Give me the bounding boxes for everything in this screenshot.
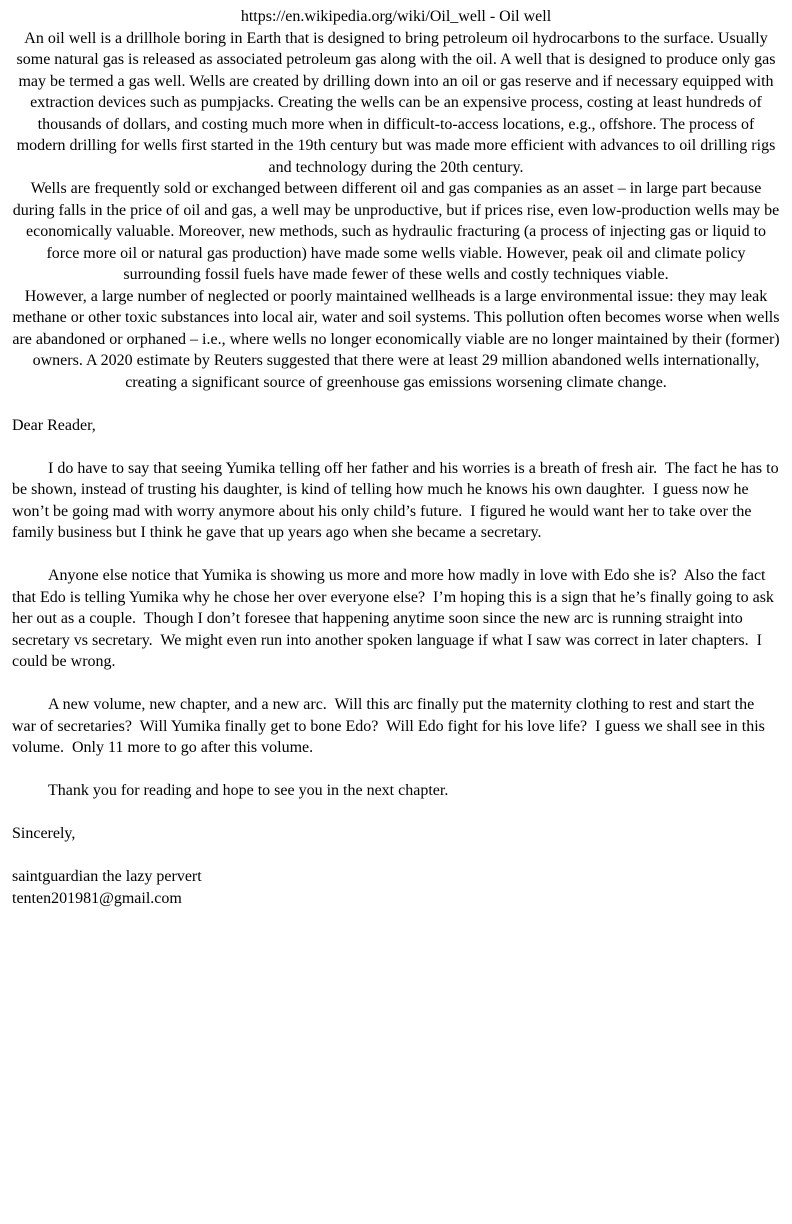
- wiki-paragraph-1: An oil well is a drillhole boring in Earth that is designed to bring petroleum oil hydrocarbons to the surface. Usually some natural gas is released as associated petroleum gas along with the oil. A well that is designed to produce only gas may be termed a gas well. Wells are created by drilling down into an oil or gas reserve and if necessary equipped with extraction devices such as pumpjacks. Creating the wells can be an expensive process, costing at least hundreds of thousands of dollars, and costing much more when in difficult-to-access locations, e.g., offshore. The process of modern drilling for wells first started in the 19th century but was made more efficient with advances to oil drilling rigs and technology during the 20th century.: [16, 29, 780, 176]
- letter-closing: Sincerely,: [12, 825, 76, 842]
- letter-thanks-line: Thank you for reading and hope to see you in the next chapter.: [48, 782, 449, 799]
- letter-paragraph-1: I do have to say that seeing Yumika telling off her father and his worries is a breath of fresh air. The fact he has to be shown, instead of trusting his daughter, is kind of telling how much he knows his own daughter. I guess now he won’t be going mad with worry anymore about his only child’s future. I figured he would want her to take over the family business but I think he gave that up years ago when she became a secretary.: [12, 459, 783, 541]
- letter-paragraph-3: A new volume, new chapter, and a new arc. Will this arc finally put the maternity clothing to rest and start the war of secretaries? Will Yumika finally get to bone Edo? Will Edo fight for his love life? I guess we shall see in this volume. Only 11 more to go after this volume.: [12, 696, 769, 756]
- wiki-excerpt-section: [12, 6, 784, 393]
- letter-section: [12, 415, 783, 910]
- letter-salutation: Dear Reader,: [12, 416, 96, 434]
- signature-name: saintguardian the lazy pervert: [12, 868, 202, 885]
- source-url-line: https://en.wikipedia.org/wiki/Oil_well - Oil well: [240, 8, 552, 25]
- wiki-paragraph-2: Wells are frequently sold or exchanged between different oil and gas companies as an asset – in large part because during falls in the price of oil and gas, a well may be unproductive, but if prices rise, even low-production wells may be economically valuable. Moreover, new methods, such as hydraulic fracturing (a process of injecting gas or liquid to force more oil or natural gas production) have made some wells viable. However, peak oil and climate policy surrounding fossil fuels have made fewer of these wells and costly techniques viable.: [12, 180, 784, 283]
- signature-email: tenten201981@gmail.com: [12, 889, 182, 907]
- wiki-paragraph-3: However, a large number of neglected or poorly maintained wellheads is a large environmental issue: they may leak methane or other toxic substances into local air, water and soil systems. This pollution often becomes worse when wells are abandoned or orphaned – i.e., where wells no longer economically viable are no longer maintained by their (former) owners. A 2020 estimate by Reuters suggested that there were at least 29 million abandoned wells internationally, creating a significant source of greenhouse gas emissions worsening climate change.: [12, 287, 784, 391]
- letter-paragraph-2: Anyone else notice that Yumika is showing us more and more how madly in love with Edo she is? Also the fact that Edo is telling Yumika why he chose her over everyone else? I’m hoping this is a sign that he’s finally going to ask her out as a couple. Though I don’t foresee that happening anytime soon since the new arc is running straight into secretary vs secretary. We might even run into another spoken language if what I saw was correct in later chapters. I could be wrong.: [12, 567, 778, 670]
